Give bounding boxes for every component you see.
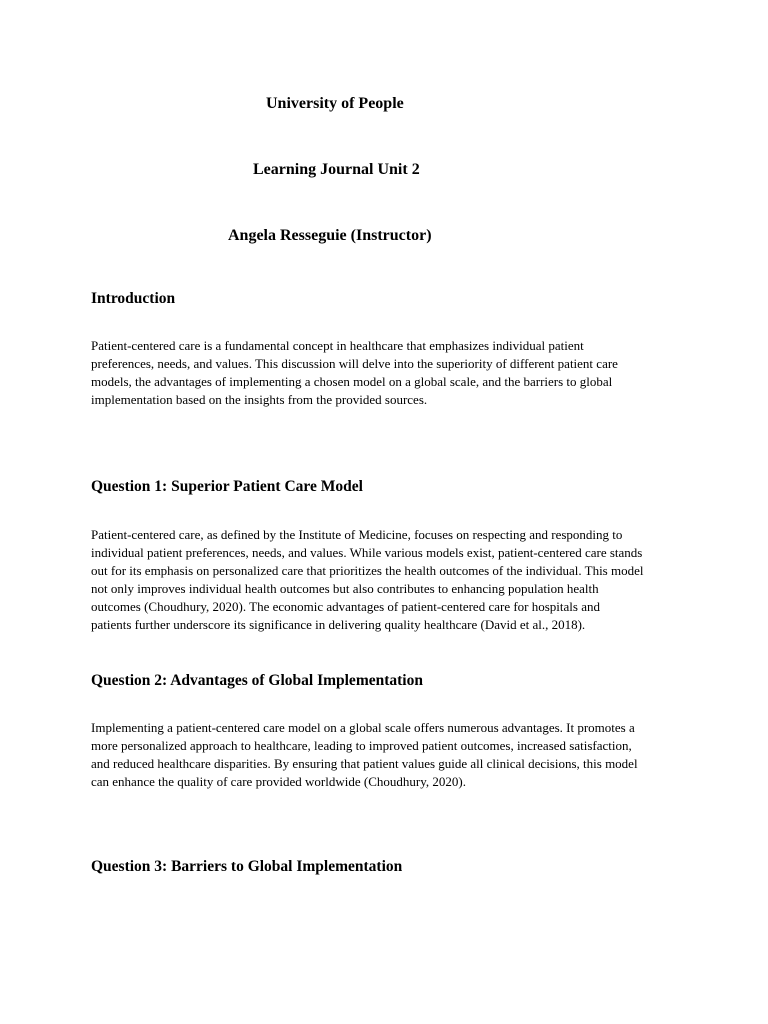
section-paragraph-question-1 [91, 526, 681, 634]
paragraph-line: more personalized approach to healthcare, leading to improved patient outcomes, increased satisfaction, [91, 738, 632, 753]
paragraph-line: not only improves individual health outcomes but also contributes to enhancing population health [91, 581, 599, 596]
section-paragraph-question-2 [91, 719, 681, 791]
institution-title: University of People [266, 95, 404, 112]
paragraph-line: outcomes (Choudhury, 2020). The economic advantages of patient-centered care for hospitals and [91, 599, 600, 614]
paragraph-line: patients further underscore its significance in delivering quality healthcare (David et al., 2018). [91, 617, 586, 632]
section-heading-question-1: Question 1: Superior Patient Care Model [91, 478, 363, 495]
paragraph-line: individual patient preferences, needs, and values. While various models exist, patient-centered care stands [91, 545, 643, 560]
paragraph-line: preferences, needs, and values. This discussion will delve into the superiority of different patient care [91, 356, 618, 371]
paragraph-line: models, the advantages of implementing a chosen model on a global scale, and the barriers to global [91, 374, 613, 389]
section-paragraph-introduction [91, 337, 681, 409]
paragraph-line: implementation based on the insights from the provided sources. [91, 392, 428, 407]
section-heading-question-3: Question 3: Barriers to Global Implementation [91, 858, 403, 875]
instructor-title: Angela Resseguie (Instructor) [228, 227, 432, 244]
paragraph-line: can enhance the quality of care provided worldwide (Choudhury, 2020). [91, 774, 466, 789]
paragraph-line: out for its emphasis on personalized care that prioritizes the health outcomes of the individual. This model [91, 563, 644, 578]
paragraph-line: Patient-centered care, as defined by the Institute of Medicine, focuses on respecting and responding to [91, 527, 623, 542]
paragraph-line: Patient-centered care is a fundamental concept in healthcare that emphasizes individual patient [91, 338, 584, 353]
paragraph-line: Implementing a patient-centered care model on a global scale offers numerous advantages. It promotes a [91, 720, 635, 735]
assignment-title: Learning Journal Unit 2 [253, 161, 420, 178]
section-heading-introduction: Introduction [91, 290, 176, 307]
paragraph-line: and reduced healthcare disparities. By ensuring that patient values guide all clinical decisions, this model [91, 756, 638, 771]
section-heading-question-2: Question 2: Advantages of Global Implementation [91, 672, 423, 689]
